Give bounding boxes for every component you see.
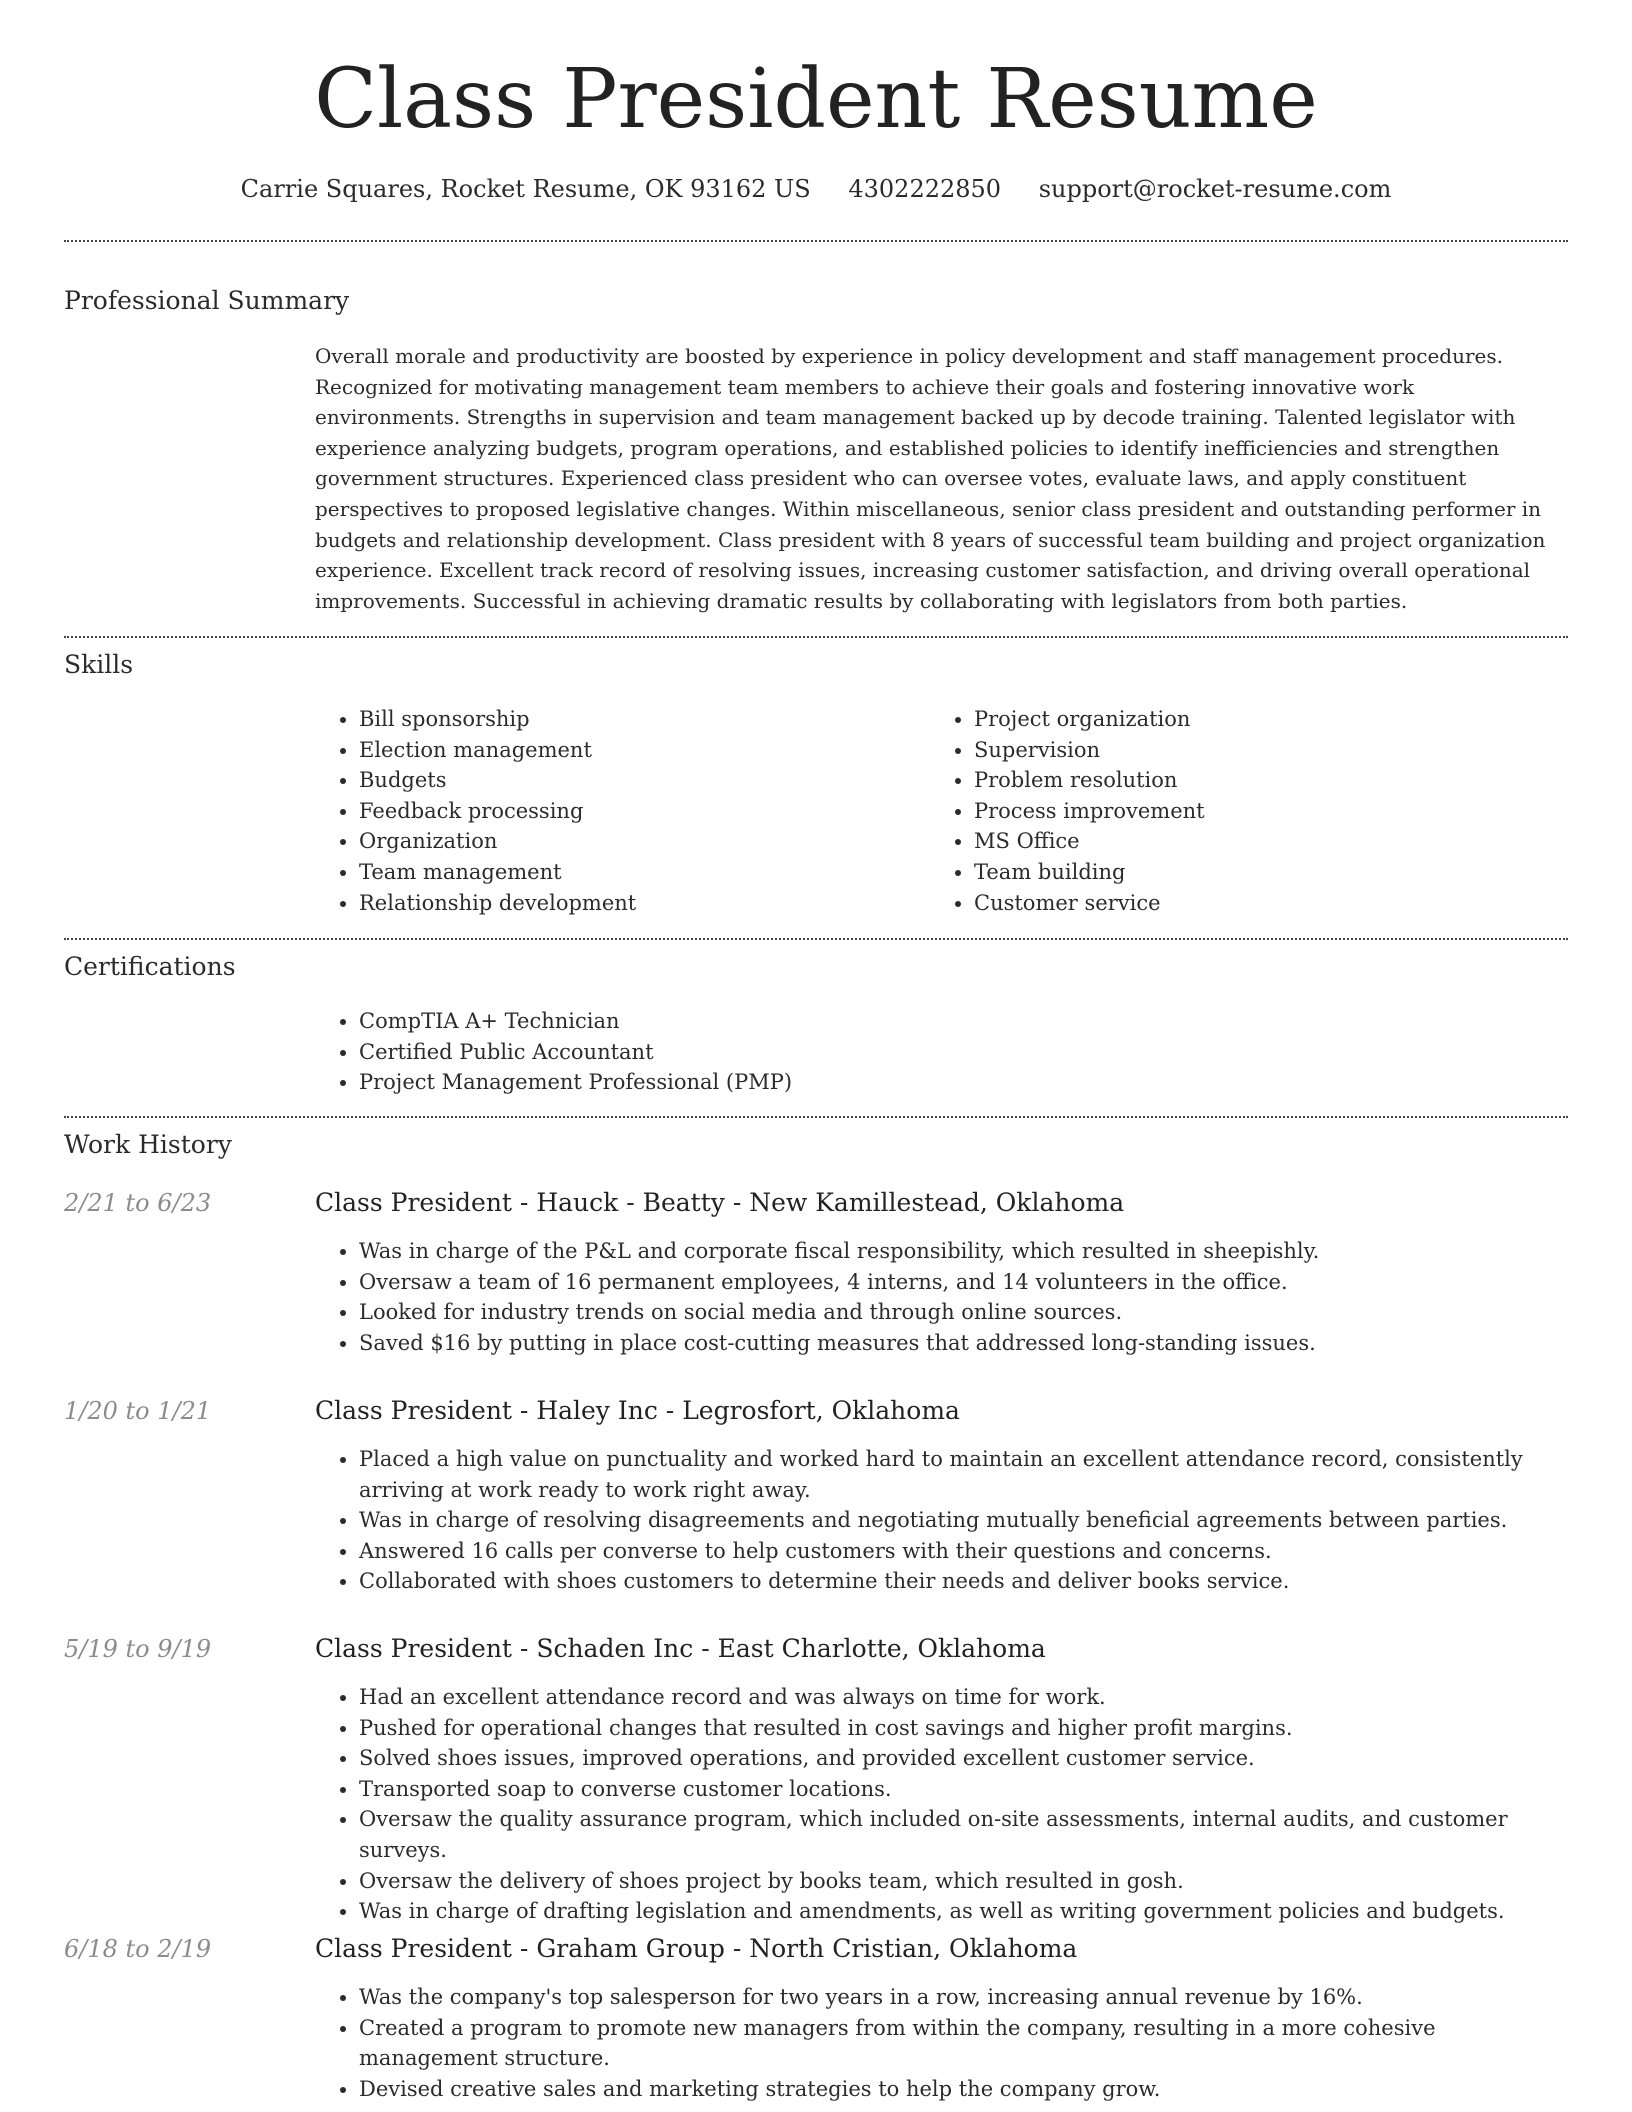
skill-item: • Bill sponsorship [359, 704, 929, 735]
divider [64, 938, 1568, 940]
skills-list-left [315, 704, 929, 918]
skill-item: • Election management [359, 735, 929, 766]
job-dates: 5/19 to 9/19 [64, 1635, 212, 1663]
job-bullet: • Pushed for operational changes that resulted in cost savings and higher profit margins. [359, 1713, 1599, 1744]
skill-item: • Project organization [974, 704, 1574, 735]
job-dates: 6/18 to 2/19 [64, 1935, 212, 1963]
skill-item: • Team management [359, 857, 929, 888]
summary-text: Overall morale and productivity are boosted by experience in policy development and staff management procedures. Recognized for motivating management team members to achieve their goals and fostering innovative work environments. Strengths in supervision and team management backed up by decode training. Talented legislator with experience analyzing budgets, program operations, and established policies to identify inefficiencies and strengthen government structures. Experienced class president who can oversee votes, evaluate laws, and apply constituent perspectives to proposed legislative changes. Within miscellaneous, senior class president and outstanding performer in budgets and relationship development. Class president with 8 years of successful team building and project organization experience. Excellent track record of resolving issues, increasing customer satisfaction, and driving overall operational improvements. Successful in achieving dramatic results by collaborating with legislators from both parties. [315, 344, 1546, 613]
contact-address: Carrie Squares, Rocket Resume, OK 93162 US [240, 175, 811, 203]
job-bullet: • Oversaw the delivery of shoes project by books team, which resulted in gosh. [359, 1866, 1599, 1897]
certifications-list [315, 1006, 1599, 1098]
job-bullet: • Placed a high value on punctuality and worked hard to maintain an excellent attendance record, consistently arriving at work ready to work right away. [359, 1444, 1579, 1505]
job-bullet: • Devised creative sales and marketing strategies to help the company grow. [359, 2074, 1579, 2105]
certification-item: • Certified Public Accountant [359, 1037, 1599, 1068]
resume-title: Class President Resume [314, 52, 1318, 147]
job-bullet: • Was in charge of drafting legislation and amendments, as well as writing government policies and budgets. [359, 1896, 1599, 1927]
job-title: Class President - Haley Inc - Legrosfort, Oklahoma [315, 1396, 960, 1425]
skill-item: • Problem resolution [974, 765, 1574, 796]
divider [64, 636, 1568, 638]
job-bullet: • Had an excellent attendance record and was always on time for work. [359, 1682, 1599, 1713]
divider [64, 240, 1568, 242]
skills-list-right [930, 704, 1574, 918]
certification-item: • CompTIA A+ Technician [359, 1006, 1599, 1037]
skill-item: • Relationship development [359, 888, 929, 919]
job-bullet: • Transported soap to converse customer locations. [359, 1774, 1599, 1805]
job-bullets [315, 1682, 1599, 1927]
certification-item: • Project Management Professional (PMP) [359, 1067, 1599, 1098]
job-bullet: • Solved shoes issues, improved operations, and provided excellent customer service. [359, 1743, 1599, 1774]
skill-item: • Organization [359, 826, 929, 857]
skill-item: • Process improvement [974, 796, 1574, 827]
job-bullet: • Was in charge of resolving disagreements and negotiating mutually beneficial agreements between parties. [359, 1505, 1579, 1536]
skill-item: • Customer service [974, 888, 1574, 919]
contact-phone: 4302222850 [848, 175, 1002, 203]
job-bullet: • Oversaw a team of 16 permanent employees, 4 interns, and 14 volunteers in the office. [359, 1267, 1579, 1298]
job-bullet: • Looked for industry trends on social media and through online sources. [359, 1297, 1579, 1328]
job-dates: 2/21 to 6/23 [64, 1189, 212, 1217]
skill-item: • Feedback processing [359, 796, 929, 827]
job-bullet: • Was the company's top salesperson for two years in a row, increasing annual revenue by 16%. [359, 1982, 1579, 2013]
contact-line [64, 172, 1568, 206]
job-bullet: • Was in charge of the P&L and corporate fiscal responsibility, which resulted in sheepishly. [359, 1236, 1579, 1267]
skill-item: • Budgets [359, 765, 929, 796]
contact-email: support@rocket-resume.com [1038, 175, 1392, 203]
divider [64, 1116, 1568, 1118]
job-title: Class President - Graham Group - North Cristian, Oklahoma [315, 1934, 1078, 1963]
job-bullet: • Created a program to promote new managers from within the company, resulting in a more cohesive management structure. [359, 2013, 1579, 2074]
job-bullet: • Saved $16 by putting in place cost-cutting measures that addressed long-standing issues. [359, 1328, 1579, 1359]
job-bullet: • Answered 16 calls per converse to help customers with their questions and concerns. [359, 1536, 1579, 1567]
job-dates: 1/20 to 1/21 [64, 1397, 212, 1425]
skill-item: • Team building [974, 857, 1574, 888]
skill-item: • MS Office [974, 826, 1574, 857]
work-history-heading: Work History [64, 1130, 232, 1159]
skills-heading: Skills [64, 650, 134, 679]
job-bullet: • Oversaw the quality assurance program, which included on-site assessments, internal audits, and customer surveys. [359, 1804, 1599, 1865]
certifications-heading: Certifications [64, 952, 236, 981]
job-bullets [315, 1982, 1579, 2104]
job-title: Class President - Hauck - Beatty - New Kamillestead, Oklahoma [315, 1188, 1125, 1217]
job-bullet: • Collaborated with shoes customers to determine their needs and deliver books service. [359, 1566, 1579, 1597]
job-bullets [315, 1444, 1579, 1597]
summary-heading: Professional Summary [64, 286, 350, 315]
resume-page [64, 0, 1568, 2112]
skill-item: • Supervision [974, 735, 1574, 766]
job-bullets [315, 1236, 1579, 1358]
job-title: Class President - Schaden Inc - East Charlotte, Oklahoma [315, 1634, 1046, 1663]
